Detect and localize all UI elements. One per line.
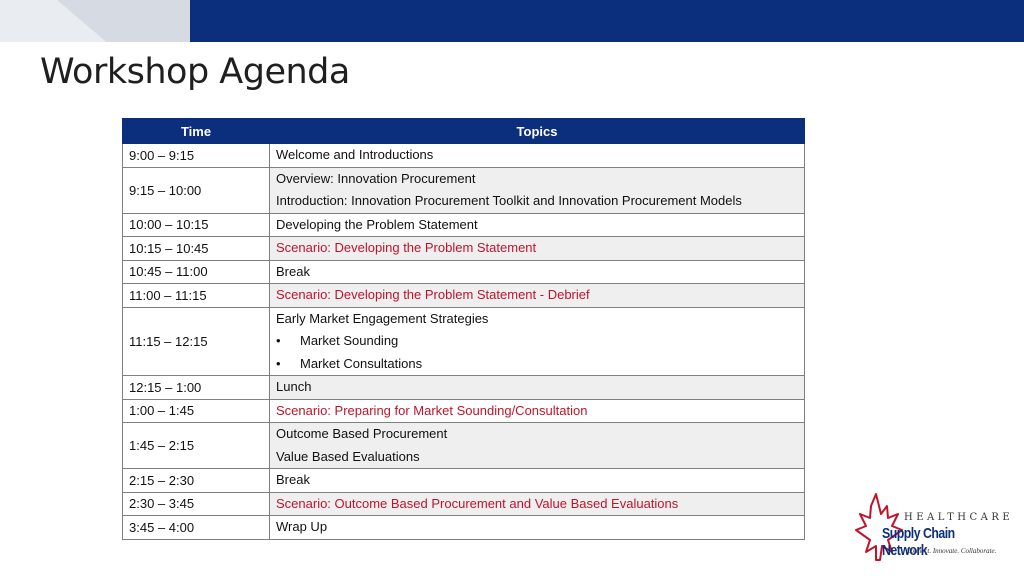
logo-line2: Supply Chain Network [882,525,955,559]
topic-line: Break [276,263,310,279]
header-time: Time [123,119,270,144]
table-row [123,260,805,284]
table-row [123,213,805,237]
topic-line: Introduction: Innovation Procurement Toolkit and Innovation Procurement Models [276,193,742,208]
table-row [123,492,805,516]
topic-line: Overview: Innovation Procurement [276,170,476,186]
time-cell: 2:15 – 2:30 [123,469,270,493]
table-row [123,376,805,400]
topic-line: Outcome Based Procurement [276,426,448,441]
topics-cell [270,167,805,213]
topics-cell [270,284,805,308]
table-row [123,284,805,308]
time-cell: 9:00 – 9:15 [123,144,270,168]
topic-line: Scenario: Preparing for Market Sounding/Consultation [276,402,588,418]
time-cell: 1:00 – 1:45 [123,399,270,423]
table-row [123,237,805,261]
topic-line: Break [276,472,310,487]
topics-cell [270,516,805,540]
topics-cell [270,213,805,237]
topic-bullet-item: • Market Consultations [276,353,798,376]
time-cell: 12:15 – 1:00 [123,376,270,400]
topics-cell [270,307,805,376]
page-title: Workshop Agenda [40,52,350,92]
topic-line: Wrap Up [276,519,328,534]
time-cell: 11:15 – 12:15 [123,307,270,376]
table-header-row [123,119,805,144]
topic-line: Welcome and Introductions [276,147,434,162]
topic-line: Scenario: Developing the Problem Statement [276,240,537,255]
time-cell: 11:00 – 11:15 [123,284,270,308]
time-cell: 2:30 – 3:45 [123,492,270,516]
table-row [123,516,805,540]
header-topics: Topics [270,119,805,144]
table-row [123,399,805,423]
topic-line: Lunch [276,379,312,394]
topic-line: Early Market Engagement Strategies [276,310,489,326]
table-row [123,307,805,376]
topic-line: Developing the Problem Statement [276,216,478,232]
table-row [123,469,805,493]
time-cell: 10:00 – 10:15 [123,213,270,237]
table-row [123,423,805,469]
topics-cell [270,492,805,516]
logo-line1: HEALTHCARE [904,512,1014,523]
topic-line: Value Based Evaluations [276,448,420,464]
agenda-table [122,118,805,540]
table-row [123,144,805,168]
time-cell: 10:45 – 11:00 [123,260,270,284]
topics-cell [270,237,805,261]
agenda-body [123,144,805,540]
topic-line: Scenario: Outcome Based Procurement and Value Based Evaluations [276,495,679,511]
company-logo [854,492,1014,562]
time-cell: 3:45 – 4:00 [123,516,270,540]
time-cell: 10:15 – 10:45 [123,237,270,261]
topics-cell [270,399,805,423]
table-row [123,167,805,213]
logo-tagline: Connect. Innovate. Collaborate. [906,547,997,555]
time-cell: 9:15 – 10:00 [123,167,270,213]
topics-cell [270,469,805,493]
topic-bullet-item: • Market Sounding [276,330,798,353]
topics-cell [270,423,805,469]
topic-line: Scenario: Developing the Problem Statement - Debrief [276,287,590,302]
topics-cell [270,144,805,168]
topics-cell [270,376,805,400]
topics-cell [270,260,805,284]
time-cell: 1:45 – 2:15 [123,423,270,469]
